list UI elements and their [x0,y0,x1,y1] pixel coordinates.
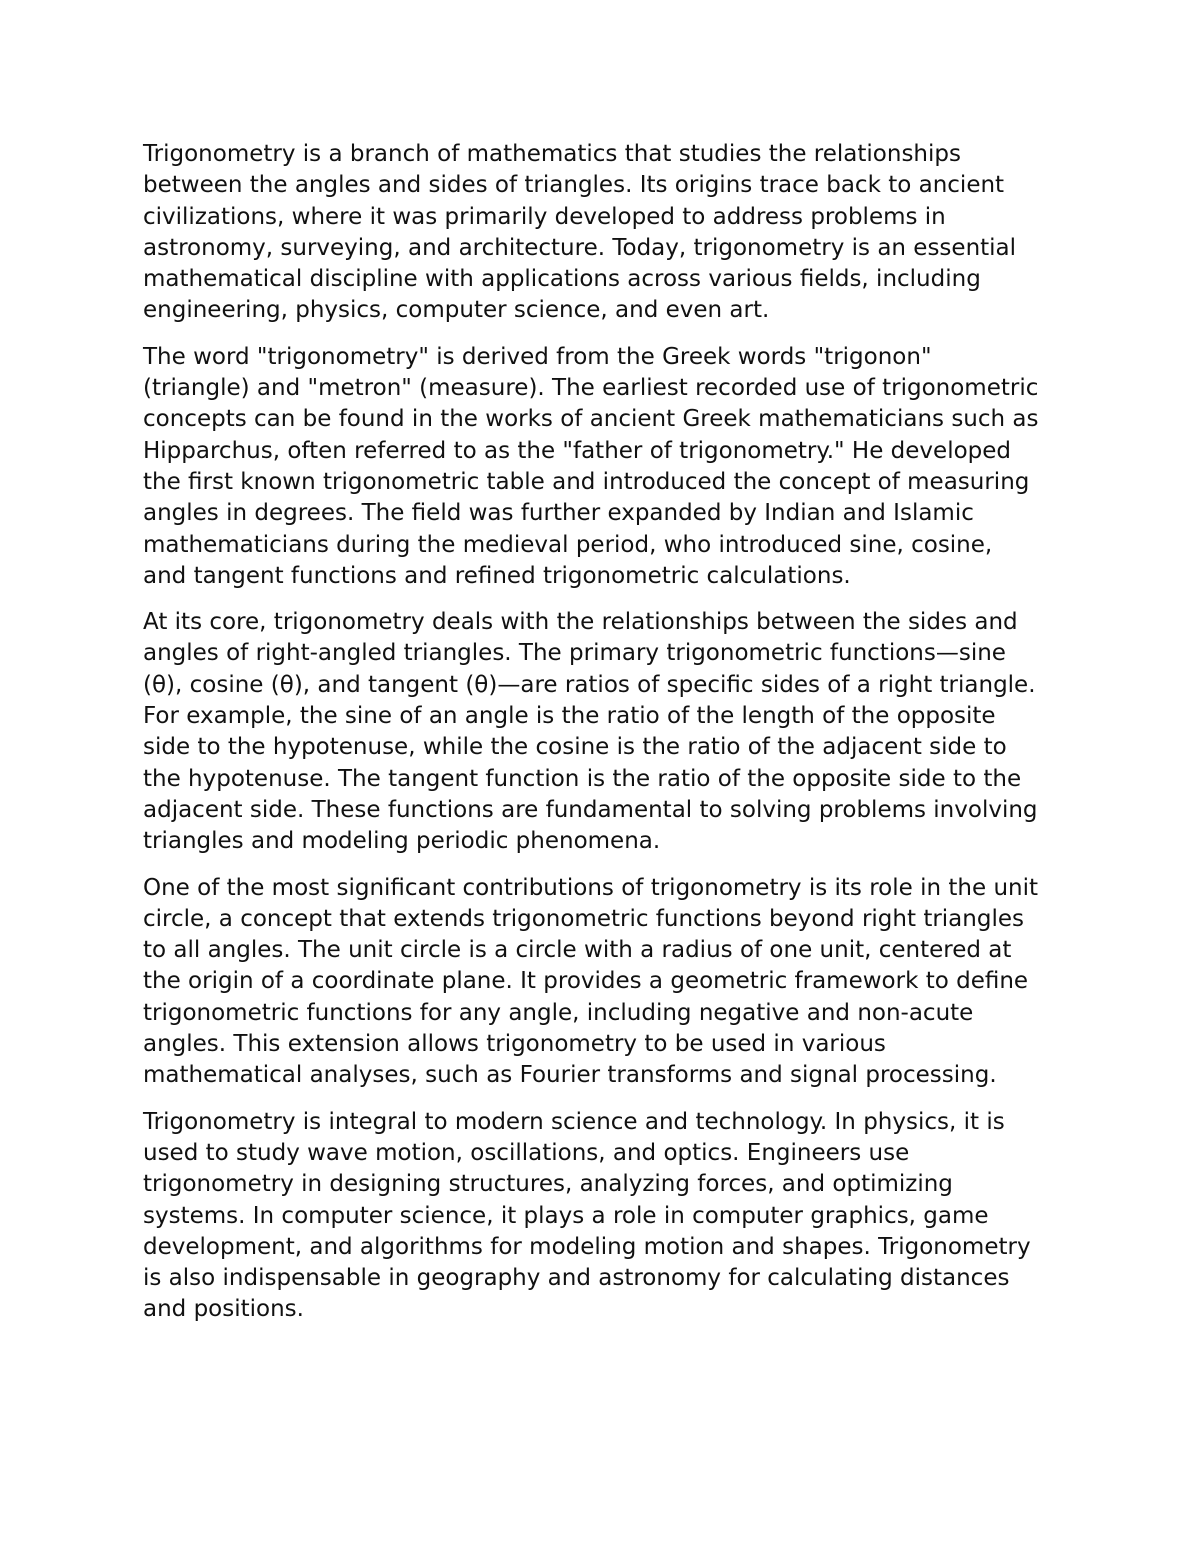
paragraph-unit-circle: One of the most significant contributions of trigonometry is its role in the unit circle, a concept that extends trigonometric functions beyond right triangles to all angles. The unit circle is a circle with a radius of one unit, centered at the origin of a coordinate plane. It provides a geometric framework to define trigonometric functions for any angle, including negative and non-acute angles. This extension allows trigonometry to be used in various mathematical analyses, such as Fourier transforms and signal processing. [143,874,1039,1089]
paragraph-etymology-history: The word "trigonometry" is derived from the Greek words "trigonon" (triangle) and "metron" (measure). The earliest recorded use of trigonometric concepts can be found in the works of ancient Greek mathematicians such as Hipparchus, often referred to as the "father of trigonometry." He developed the first known trigonometric table and introduced the concept of measuring angles in degrees. The field was further expanded by Indian and Islamic mathematicians during the medieval period, who introduced sine, cosine, and tangent functions and refined trigonometric calculations. [143,343,1039,589]
paragraph-introduction: Trigonometry is a branch of mathematics that studies the relationships between the angles and sides of triangles. Its origins trace back to ancient civilizations, where it was primarily developed to address problems in astronomy, surveying, and architecture. Today, trigonometry is an essential mathematical discipline with applications across various fields, including engineering, physics, computer science, and even art. [143,141,1017,324]
document-body [143,139,1068,1341]
paragraph-trigonometric-functions: At its core, trigonometry deals with the relationships between the sides and angles of right-angled triangles. The primary trigonometric functions—sine (θ), cosine (θ), and tangent (θ)—are ratios of specific sides of a right triangle. For example, the sine of an angle is the ratio of the length of the opposite side to the hypotenuse, while the cosine is the ratio of the adjacent side to the hypotenuse. The tangent function is the ratio of the opposite side to the adjacent side. These functions are fundamental to solving problems involving triangles and modeling periodic phenomena. [143,609,1038,855]
paragraph-applications: Trigonometry is integral to modern science and technology. In physics, it is used to study wave motion, oscillations, and optics. Engineers use trigonometry in designing structures, analyzing forces, and optimizing systems. In computer science, it plays a role in computer graphics, game development, and algorithms for modeling motion and shapes. Trigonometry is also indispensable in geography and astronomy for calculating distances and positions. [143,1108,1031,1323]
